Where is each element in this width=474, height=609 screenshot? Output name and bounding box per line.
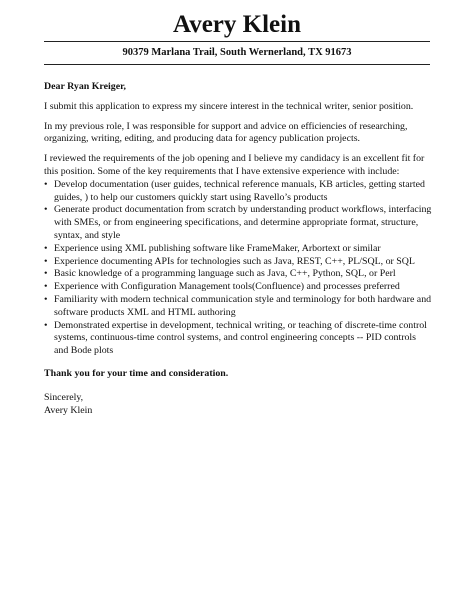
bullet-icon: • — [44, 281, 48, 293]
bullet-icon: • — [44, 255, 48, 267]
list-item — [44, 204, 432, 242]
list-item-text: Generate product documentation from scratch by understanding product workflows, interfacing with SMEs, or from engineering specifications, and determine appropriate format, structure, syntax, and style — [54, 204, 432, 241]
list-item-text: Experience documenting APIs for technologies such as Java, REST, C++, PL/SQL, or SQL — [54, 255, 415, 267]
letter-body — [44, 81, 432, 424]
list-item-text: Develop documentation (user guides, technical reference manuals, KB articles, getting started guides, ) to help our customers quickly start using Ravello’s products — [54, 178, 425, 203]
bullet-icon: • — [44, 293, 48, 305]
list-item — [44, 243, 432, 256]
list-item-text: Experience using XML publishing software like FrameMaker, Arbortext or similar — [54, 242, 381, 254]
list-item — [44, 281, 432, 294]
list-item — [44, 320, 432, 358]
bullet-icon: • — [44, 204, 48, 216]
applicant-address: 90379 Marlana Trail, South Wernerland, TX 91673 — [122, 47, 352, 58]
list-item — [44, 268, 432, 281]
bullet-icon: • — [44, 268, 48, 280]
experience-paragraph: In my previous role, I was responsible for support and advice on efficiencies of researching, organizing, writing, editing, and producing data for agency publication projects. — [44, 120, 408, 145]
applicant-name: Avery Klein — [173, 11, 301, 38]
list-item-text: Demonstrated expertise in development, technical writing, or teaching of discrete-time control systems, continuous-time control systems, and control engineering concepts -- PID controls and Bode plots — [54, 319, 427, 357]
bullet-icon: • — [44, 242, 48, 254]
list-item — [44, 294, 432, 320]
salutation: Dear Ryan Kreiger, — [44, 81, 127, 92]
header-bottom-rule — [44, 64, 430, 65]
signature: Avery Klein — [44, 404, 93, 416]
bullet-icon: • — [44, 319, 48, 331]
list-item-text: Experience with Configuration Management tools(Confluence) and processes preferred — [54, 281, 400, 293]
requirements-paragraph: I reviewed the requirements of the job opening and I believe my candidacy is an excellent fit for this position. Some of the key requirements that I have extensive experience with include: — [44, 153, 425, 177]
list-item — [44, 179, 432, 205]
bullet-icon: • — [44, 178, 48, 190]
thanks-line: Thank you for your time and consideration. — [44, 367, 229, 379]
header-top-rule — [44, 41, 430, 42]
intro-paragraph: I submit this application to express my sincere interest in the technical writer, senior position. — [44, 100, 414, 112]
list-item-text: Familiarity with modern technical communication style and terminology for both hardware and software products XML and HTML authoring — [54, 293, 432, 318]
qualifications-list — [44, 179, 432, 358]
list-item-text: Basic knowledge of a programming language such as Java, C++, Python, SQL, or Perl — [54, 268, 396, 280]
list-item — [44, 256, 432, 269]
closing: Sincerely, — [44, 391, 84, 403]
